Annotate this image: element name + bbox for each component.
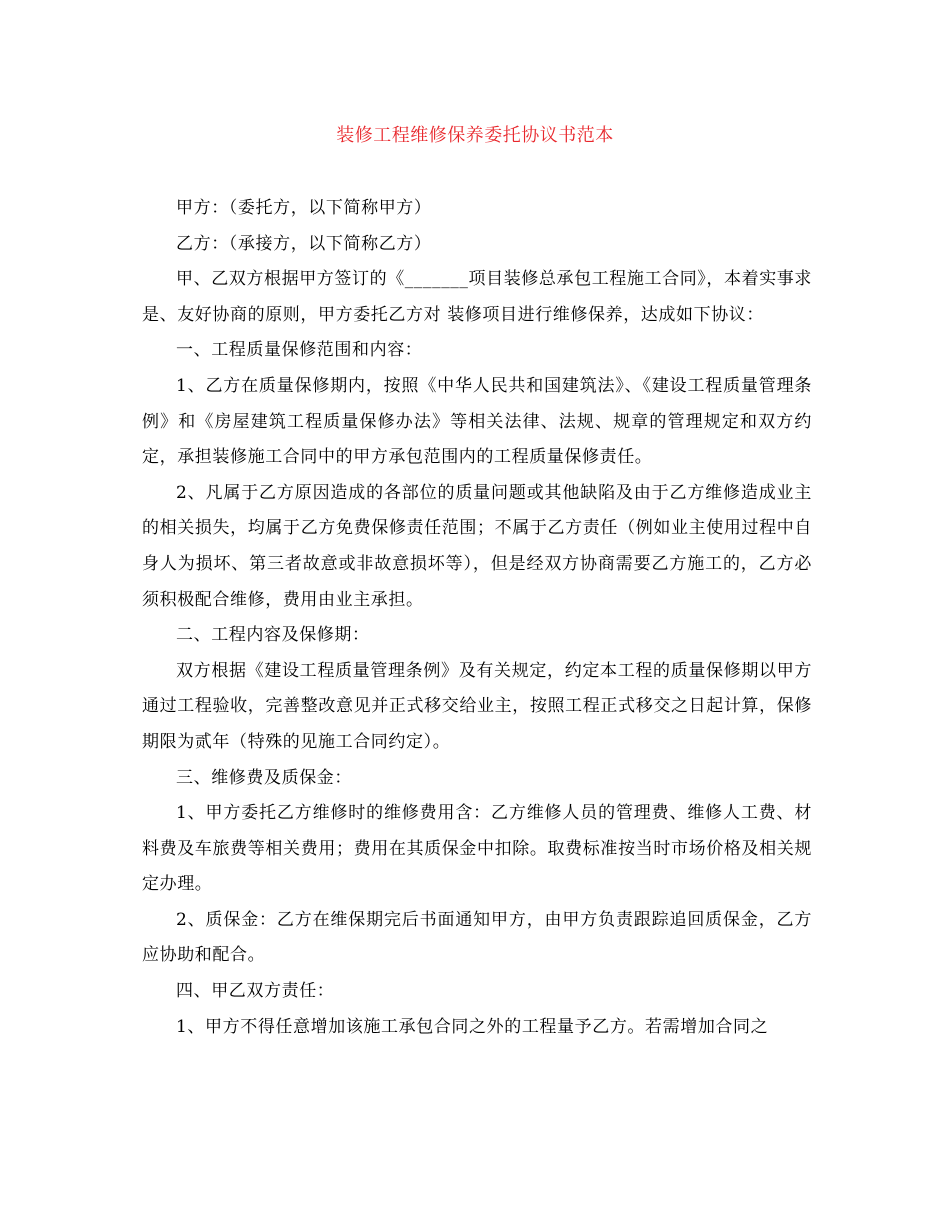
clause-1-1: 1、乙方在质量保修期内，按照《中华人民共和国建筑法》、《建设工程质量管理条例》和《房屋建筑工程质量保修办法》等相关法律、法规、规章的管理规定和双方约定，承担装修施工合同中的甲方承包范围内的工程质量保修责任。 [142, 375, 812, 468]
clause-4-1: 1、甲方不得任意增加该施工承包合同之外的工程量予乙方。若需增加合同之 [176, 1016, 769, 1037]
intro-paragraph: 甲、乙双方根据甲方签订的《_______项目装修总承包工程施工合同》，本着实事求是、友好协商的原则，甲方委托乙方对 装修项目进行维修保养，达成如下协议： [142, 269, 812, 325]
section-heading-3: 三、维修费及质保金： [176, 767, 352, 788]
party-b-line: 乙方：（承接方，以下简称乙方） [176, 233, 432, 254]
party-a-line: 甲方：（委托方，以下简称甲方） [176, 198, 432, 218]
document-body [142, 191, 812, 1045]
clause-3-1: 1、甲方委托乙方维修时的维修费用含：乙方维修人员的管理费、维修人工费、材料费及车旅费等相关费用；费用在其质保金中扣除。取费标准按当时市场价格及相关规定办理。 [142, 803, 812, 895]
section-heading-2: 二、工程内容及保修期： [176, 625, 370, 646]
clause-1-2: 2、凡属于乙方原因造成的各部位的质量问题或其他缺陷及由于乙方维修造成业主的相关损失，均属于乙方免费保修责任范围；不属于乙方责任（例如业主使用过程中自身人为损坏、第三者故意或非故意损坏等），但是经双方协商需要乙方施工的，乙方必须积极配合维修，费用由业主承担。 [142, 482, 812, 610]
clause-3-2: 2、质保金：乙方在维保期完后书面通知甲方，由甲方负责跟踪追回质保金，乙方应协助和配合。 [142, 909, 812, 966]
section-heading-1: 一、工程质量保修范围和内容： [176, 340, 423, 361]
section-heading-4: 四、甲乙双方责任： [176, 981, 335, 1002]
document-title: 装修工程维修保养委托协议书范本 [336, 125, 614, 146]
clause-2-body: 双方根据《建设工程质量管理条例》及有关规定，约定本工程的质量保修期以甲方通过工程验收，完善整改意见并正式移交给业主，按照工程正式移交之日起计算，保修期限为贰年（特殊的见施工合同约定）。 [142, 660, 812, 752]
